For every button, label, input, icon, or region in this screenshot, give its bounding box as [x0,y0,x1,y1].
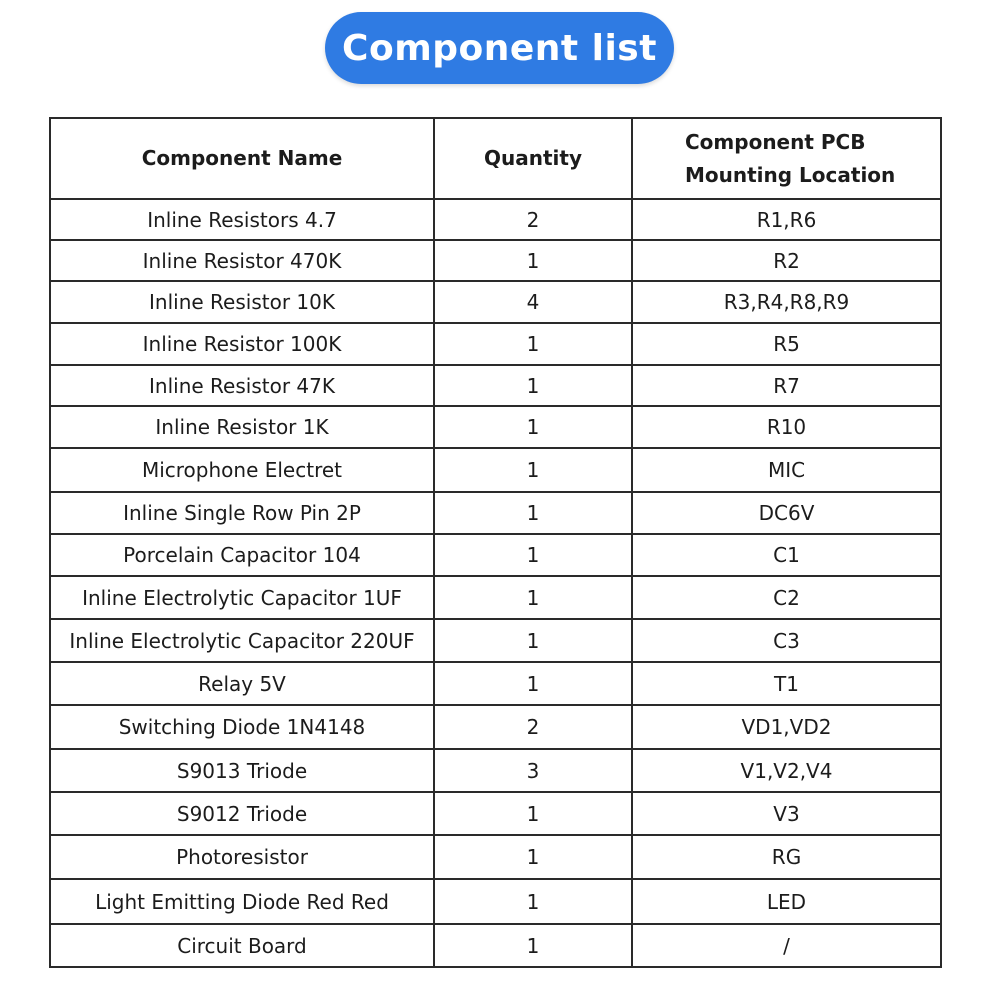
cell-mounting-location: R1,R6 [632,199,941,240]
cell-mounting-location: MIC [632,448,941,492]
cell-mounting-location: C2 [632,576,941,619]
table-row [50,240,941,281]
cell-component-name: Inline Single Row Pin 2P [50,492,434,534]
cell-mounting-location: R2 [632,240,941,281]
cell-component-name: Inline Resistor 470K [50,240,434,281]
cell-quantity: 3 [434,749,632,792]
cell-component-name: Inline Resistor 100K [50,323,434,365]
cell-quantity: 1 [434,406,632,448]
table-row [50,323,941,365]
cell-quantity: 1 [434,792,632,835]
table-row [50,406,941,448]
cell-component-name: Inline Electrolytic Capacitor 1UF [50,576,434,619]
cell-quantity: 2 [434,705,632,749]
cell-component-name: S9012 Triode [50,792,434,835]
cell-mounting-location: R5 [632,323,941,365]
cell-mounting-location: / [632,924,941,967]
cell-mounting-location: R7 [632,365,941,406]
header-component-name: Component Name [50,118,434,199]
cell-mounting-location: RG [632,835,941,879]
component-table [49,117,942,968]
cell-quantity: 4 [434,281,632,323]
cell-quantity: 1 [434,534,632,576]
cell-component-name: Inline Resistor 1K [50,406,434,448]
cell-component-name: Porcelain Capacitor 104 [50,534,434,576]
cell-component-name: Photoresistor [50,835,434,879]
table-row [50,924,941,967]
cell-quantity: 1 [434,323,632,365]
table-row [50,662,941,705]
cell-quantity: 1 [434,662,632,705]
cell-mounting-location: T1 [632,662,941,705]
cell-quantity: 1 [434,619,632,662]
cell-mounting-location: DC6V [632,492,941,534]
cell-quantity: 1 [434,492,632,534]
cell-component-name: Switching Diode 1N4148 [50,705,434,749]
cell-mounting-location: R3,R4,R8,R9 [632,281,941,323]
cell-mounting-location: LED [632,879,941,924]
cell-quantity: 1 [434,365,632,406]
table-row [50,835,941,879]
cell-component-name: Inline Resistor 47K [50,365,434,406]
cell-quantity: 1 [434,576,632,619]
table-row [50,879,941,924]
cell-component-name: Microphone Electret [50,448,434,492]
table-row [50,705,941,749]
cell-component-name: Inline Resistor 10K [50,281,434,323]
page-title: Component list [325,12,674,84]
table-row [50,792,941,835]
table-row [50,365,941,406]
cell-component-name: Inline Resistors 4.7 [50,199,434,240]
cell-quantity: 1 [434,879,632,924]
table-row [50,448,941,492]
header-quantity: Quantity [434,118,632,199]
cell-quantity: 1 [434,835,632,879]
cell-quantity: 1 [434,924,632,967]
cell-component-name: S9013 Triode [50,749,434,792]
cell-quantity: 2 [434,199,632,240]
table-row [50,199,941,240]
cell-component-name: Circuit Board [50,924,434,967]
cell-mounting-location: V3 [632,792,941,835]
cell-component-name: Relay 5V [50,662,434,705]
table-row [50,749,941,792]
table-row [50,492,941,534]
cell-component-name: Light Emitting Diode Red Red [50,879,434,924]
header-mounting-location: Component PCB Mounting Location [632,118,941,199]
cell-component-name: Inline Electrolytic Capacitor 220UF [50,619,434,662]
cell-quantity: 1 [434,240,632,281]
cell-mounting-location: C1 [632,534,941,576]
table-header-row [50,118,941,199]
cell-mounting-location: V1,V2,V4 [632,749,941,792]
table-row [50,281,941,323]
cell-quantity: 1 [434,448,632,492]
table-row [50,576,941,619]
cell-mounting-location: R10 [632,406,941,448]
cell-mounting-location: C3 [632,619,941,662]
table-row [50,619,941,662]
table-row [50,534,941,576]
cell-mounting-location: VD1,VD2 [632,705,941,749]
